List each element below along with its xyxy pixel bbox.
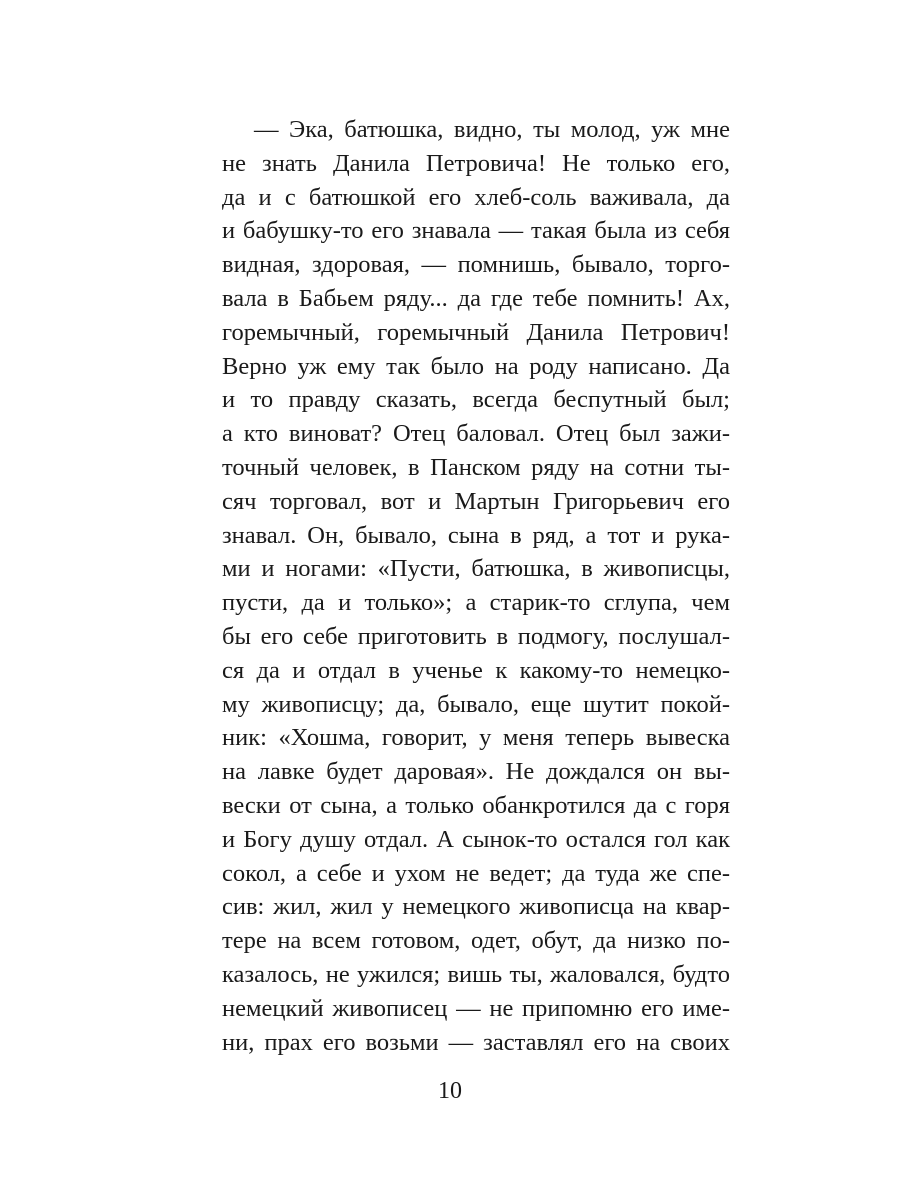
text-line: и бабушку-то его знавала — такая была из себя	[222, 217, 730, 245]
text-line: бы его себе приготовить в подмогу, послушал-	[222, 622, 730, 650]
text-line: вески от сына, а только обанкротился да с горя	[222, 791, 730, 819]
text-line: сяч торговал, вот и Мартын Григорьевич его	[222, 487, 730, 515]
text-line: — Эка, батюшка, видно, ты молод, уж мне	[254, 116, 730, 143]
text-line: не знать Данила Петровича! Не только его,	[222, 149, 730, 177]
text-line: вала в Бабьем ряду... да где тебе помнить! Ах,	[222, 284, 730, 312]
text-line: Верно уж ему так было на роду написано. Да	[222, 352, 730, 380]
text-line: знавал. Он, бывало, сына в ряд, а тот и рука-	[222, 521, 730, 549]
text-line: на лавке будет даровая». Не дождался он вы-	[222, 758, 730, 786]
text-line: пусти, да и только»; а старик-то сглупа, чем	[222, 589, 730, 617]
text-line: ни, прах его возьми — заставлял его на своих	[222, 1028, 730, 1056]
text-line: а кто виноват? Отец баловал. Отец был зажи-	[222, 420, 730, 448]
text-line: тере на всем готовом, одет, обут, да низко по-	[222, 927, 730, 955]
text-line: горемычный, горемычный Данила Петрович!	[222, 318, 730, 346]
text-line: точный человек, в Панском ряду на сотни ты-	[222, 453, 730, 481]
text-line: ник: «Хошма, говорит, у меня теперь вывеска	[222, 724, 730, 752]
text-line: ми и ногами: «Пусти, батюшка, в живописцы,	[222, 555, 730, 583]
text-line: сокол, а себе и ухом не ведет; да туда же спе-	[222, 859, 730, 887]
text-line: и Богу душу отдал. А сынок-то остался гол как	[222, 825, 730, 853]
text-line: и то правду сказать, всегда беспутный был;	[222, 386, 730, 414]
text-line: видная, здоровая, — помнишь, бывало, торго-	[222, 251, 730, 279]
text-line: да и с батюшкой его хлеб-соль важивала, да	[222, 183, 730, 211]
text-line: сив: жил, жил у немецкого живописца на квар-	[222, 893, 730, 921]
text-line: немецкий живописец — не припомню его име-	[222, 994, 730, 1022]
body-text	[222, 113, 730, 1059]
text-line: му живописцу; да, бывало, еще шутит покой-	[222, 690, 730, 718]
page-number: 10	[438, 1078, 462, 1104]
text-line: ся да и отдал в ученье к какому-то немецко-	[222, 656, 730, 684]
text-line: казалось, не ужился; вишь ты, жаловался, будто	[222, 960, 730, 988]
